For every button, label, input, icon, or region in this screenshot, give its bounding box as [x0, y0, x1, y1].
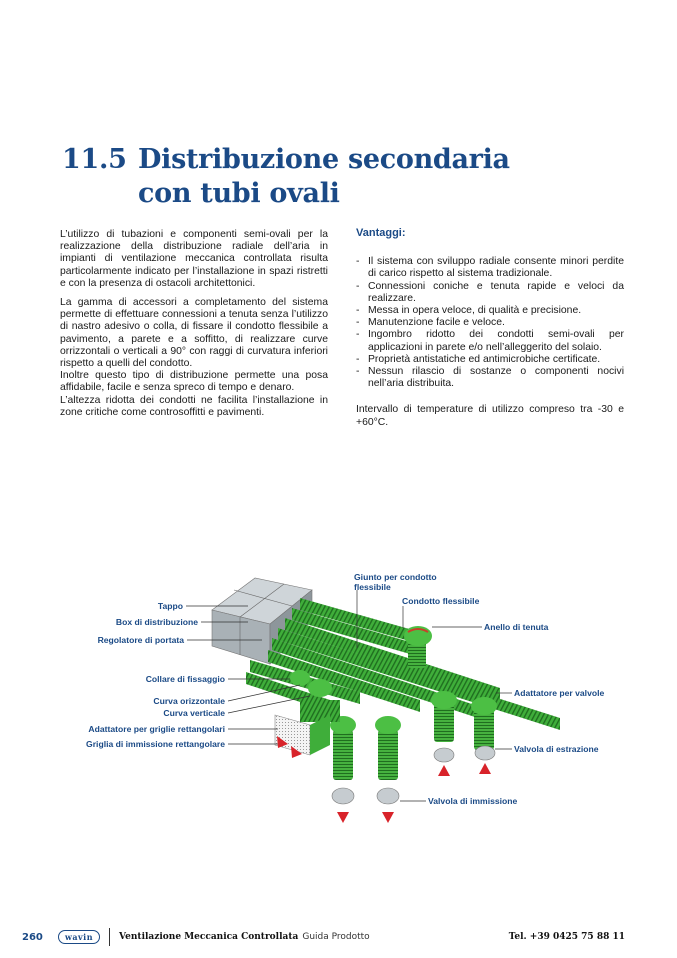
advantage-item: - Ingombro ridotto dei condotti semi-ovali per applicazioni in parete e/o nell’alleggerito del solaio. — [356, 329, 624, 353]
title-line-2: con tubi ovali — [138, 178, 340, 209]
label-box-distribuzione: Box di distribuzione — [115, 617, 198, 627]
advantage-item: - Messa in opera veloce, di qualità e precisione. — [356, 305, 582, 317]
title-line-1: Distribuzione secondaria — [138, 144, 510, 175]
intro-paragraph: Inoltre questo tipo di distribuzione permette una posa affidabile, facile e senza spreco di tempo e denaro. — [60, 370, 328, 394]
label-curva-verticale: Curva verticale — [163, 708, 225, 718]
label-griglia-immissione: Griglia di immissione rettangolare — [86, 739, 225, 749]
temperature-note: Intervallo di temperature di utilizzo compreso tra -30 e +60°C. — [356, 404, 624, 428]
advantages-list — [356, 256, 624, 390]
page-footer — [0, 928, 677, 948]
intro-paragraph: L’altezza ridotta dei condotti ne facilita l’installazione in zone critiche come controsoffitti e pavimenti. — [60, 394, 328, 418]
intro-paragraph: L’utilizzo di tubazioni e componenti semi-ovali per la realizzazione della distribuzione radiale dell’aria in impianti di ventilazione meccanica controllata risulta particolarmente indicato per l’installazione in spazi ristretti e con la presenza di ostacoli architettonici. — [60, 229, 328, 289]
label-tappo: Tappo — [157, 601, 183, 611]
footer-divider — [109, 928, 110, 946]
intro-paragraph: La gamma di accessori a completamento del sistema permette di effettuare connessioni a tenuta senza l’utilizzo di nastro adesivo o colla, di fissare il condotto flessibile a pavimento, a parete e a soffitto, di realizzare curve orrizzontali o verticali a 90° con raggi di curvatura inferiori rispetto a quelli del condotto. — [60, 297, 328, 370]
advantage-item: - Connessioni coniche e tenuta rapide e veloci da realizzare. — [356, 280, 624, 304]
footer-phone: Tel. +39 0425 75 88 11 — [508, 932, 625, 942]
label-valvola-immissione: Valvola di immissione — [428, 796, 518, 806]
label-anello-tenuta: Anello di tenuta — [484, 622, 549, 632]
advantages-heading: Vantaggi: — [356, 227, 406, 239]
label-adattatore-griglie: Adattatore per griglie rettangolari — [88, 724, 225, 734]
advantage-item: - Manutenzione facile e veloce. — [356, 317, 505, 329]
advantage-item: - Nessun rilascio di sostanze o componenti nocivi nell’aria distribuita. — [356, 366, 624, 390]
footer-doc-subtitle: Guida Prodotto — [302, 932, 370, 942]
advantage-item: - Proprietà antistatiche ed antimicrobiche certificate. — [356, 353, 601, 365]
page-number: 260 — [22, 932, 43, 943]
diagram-illustration — [0, 560, 677, 840]
label-giunto: Giunto per condotto flessibile — [354, 572, 437, 592]
intro-column — [60, 229, 328, 419]
label-condotto-flessibile: Condotto flessibile — [402, 596, 480, 606]
advantages-column — [356, 227, 624, 436]
label-regolatore-portata: Regolatore di portata — [97, 635, 184, 645]
label-valvola-estrazione: Valvola di estrazione — [514, 744, 599, 754]
footer-doc-title: Ventilazione Meccanica Controllata Guida Prodotto — [119, 932, 370, 942]
page-title — [62, 143, 510, 211]
label-adattatore-valvole: Adattatore per valvole — [514, 688, 605, 698]
label-curva-orizzontale: Curva orizzontale — [153, 696, 225, 706]
section-number: 11.5 — [62, 144, 127, 175]
wavin-logo: wavin — [58, 930, 100, 944]
label-collare-fissaggio: Collare di fissaggio — [145, 674, 225, 684]
advantage-item: - Il sistema con sviluppo radiale consente minori perdite di carico rispetto al sistema tradizionale. — [356, 256, 624, 280]
distribution-diagram — [0, 560, 677, 840]
